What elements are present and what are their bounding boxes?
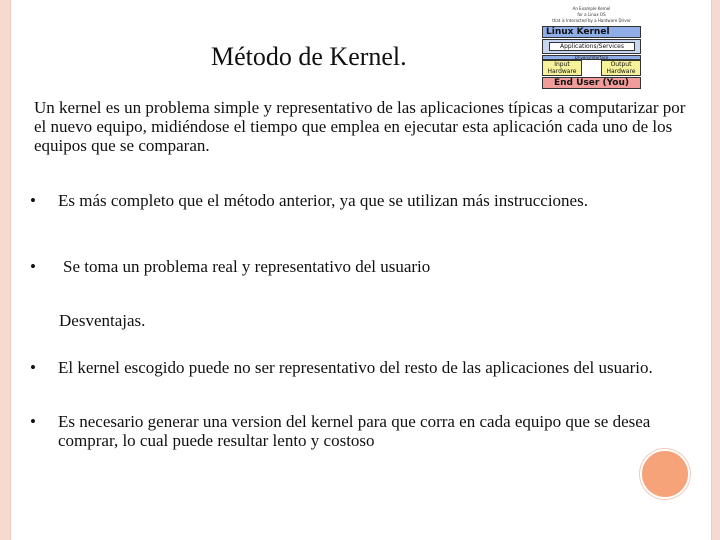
diagram-caption-line: for a Linux OS <box>577 12 606 17</box>
diagram-input-hardware <box>542 60 582 76</box>
diagram-kernel-box: Linux Kernel <box>542 26 641 38</box>
diagram-apps-box <box>542 39 641 54</box>
decorative-circle <box>640 449 690 499</box>
bullet-dot-icon: • <box>30 191 36 210</box>
advantage-text: Es más completo que el método anterior, ya que se utilizan más instrucciones. <box>58 191 588 210</box>
diagram-output-label: Output <box>610 61 632 68</box>
frame-left-line <box>10 0 11 540</box>
diagram-output-hardware <box>601 60 641 76</box>
diagram-caption-line: An Example Kernel <box>572 6 611 11</box>
bullet-dot-icon: • <box>30 257 36 276</box>
diagram-output-sublabel: Hardware <box>606 68 636 75</box>
diagram-drivers-bar: Drivers/Interface <box>542 55 641 60</box>
intro-paragraph: Un kernel es un problema simple y representativo de las aplicaciones típicas a computarizar por el nuevo equipo, midiéndose el tiempo que emplea en ejecutar esta aplicación cada uno de los equipos que se comparan. <box>34 98 686 155</box>
disadvantages-heading: Desventajas. <box>59 311 146 330</box>
linux-kernel-diagram <box>540 4 643 90</box>
slide-title: Método de Kernel. <box>211 42 407 71</box>
disadvantage-text: Es necesario generar una version del kernel para que corra en cada equipo que se desea comprar, lo cual puede resultar lento y costoso <box>58 412 651 450</box>
frame-right-line <box>711 0 712 540</box>
diagram-input-label: Input <box>554 61 570 68</box>
diagram-apps-label: Applications/Services <box>549 42 635 51</box>
diagram-input-sublabel: Hardware <box>547 68 577 75</box>
advantage-text: Se toma un problema real y representativo del usuario <box>63 257 431 276</box>
bullet-dot-icon: • <box>30 412 36 431</box>
bullet-dot-icon: • <box>30 358 36 377</box>
diagram-caption-line: that is Interacted by a Hardware Driver <box>552 18 631 23</box>
diagram-end-user-box: End User (You) <box>542 77 641 89</box>
frame-left-bar <box>0 0 10 540</box>
frame-right-bar <box>712 0 720 540</box>
disadvantage-text: El kernel escogido puede no ser representativo del resto de las aplicaciones del usuario. <box>58 358 653 377</box>
